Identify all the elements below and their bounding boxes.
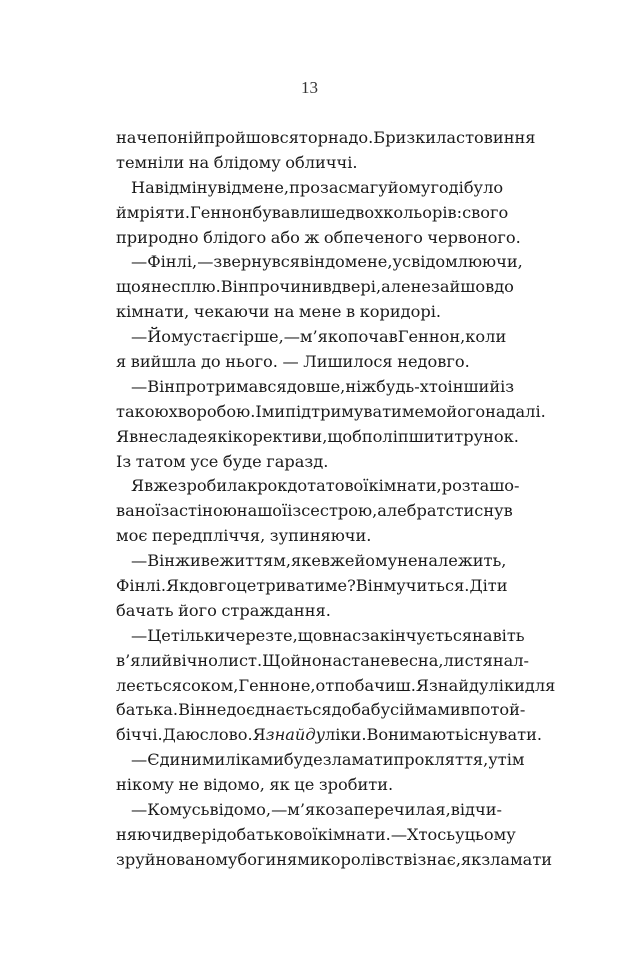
page-number: 13 <box>301 78 318 97</box>
text-line: нікому не відомо, як це зробити. <box>116 775 394 795</box>
text-line: кімнати, чекаючи на мене в коридорі. <box>116 302 442 322</box>
text-line: батька. Він не доєднається до бабусі й мами в потой- <box>116 700 526 720</box>
text-line: Я вже зробила крок до татової кімнати, розташо- <box>131 476 520 496</box>
text-line: Із татом усе буде гаразд. <box>116 451 329 471</box>
text-line: біччі. Даю слово. Я знайду ліки. Вони мають існувати. <box>116 725 543 745</box>
text-line: — Єдиними ліками буде зламати прокляття, утім <box>131 750 525 770</box>
text-line: На відміну від мене, про засмагу йому годі було <box>131 177 504 197</box>
text-line: — Йому стає гірше, — м’яко почав Геннон, коли <box>131 327 507 347</box>
text-line: — Він живе життям, яке вже йому не належить, <box>131 551 507 571</box>
text-line: й мріяти. Геннон бував лише двох кольорів: свого <box>116 202 509 222</box>
text-line: леється соком, Генноне, от побачиш. Я знайду ліки для <box>116 675 556 695</box>
text-line: Фінлі. Як довго це триватиме? Він мучиться. Діти <box>116 576 508 596</box>
text-line: Я внесла деякі корективи, щоб поліпшити трунок. <box>116 426 519 446</box>
text-line: — Він протримався довше, ніж будь-хто інший із <box>131 376 515 396</box>
text-line: в’ялий вічнолист. Щойно настане весна, листя нал- <box>116 650 530 670</box>
text-line: моє передпліччя, зупиняючи. <box>116 526 372 546</box>
text-line: такою хворобою. І ми підтримуватимемо його надалі. <box>116 401 546 421</box>
text-line: наче по ній пройшовся торнадо. Бризки ластовиння <box>116 128 536 147</box>
text-line: няючи двері до батькової кімнати. — Хтось у цьому <box>116 824 516 844</box>
text-line: — Комусь відомо, — м’яко заперечила я, відчи- <box>131 800 502 820</box>
text-line: темніли на блідому обличчі. <box>116 152 358 172</box>
text-line: ваної за стіною нашої із сестрою, але брат стиснув <box>116 501 513 521</box>
text-line: я вийшла до нього. — Лишилося недовго. <box>116 352 470 372</box>
text-line: — Фінлі, — звернувся він до мене, усвідомлюючи, <box>131 252 523 272</box>
body-text <box>116 126 556 873</box>
text-line: зруйнованому богинями королівстві знає, як зламати <box>116 849 553 869</box>
text-line: що я не сплю. Він прочинив двері, але не зайшов до <box>116 277 514 297</box>
text-line: — Це тільки через те, що в нас закінчується навіть <box>131 625 525 645</box>
text-line: природно блідого або ж обпеченого червоного. <box>116 227 521 247</box>
text-line: бачать його страждання. <box>116 600 331 620</box>
